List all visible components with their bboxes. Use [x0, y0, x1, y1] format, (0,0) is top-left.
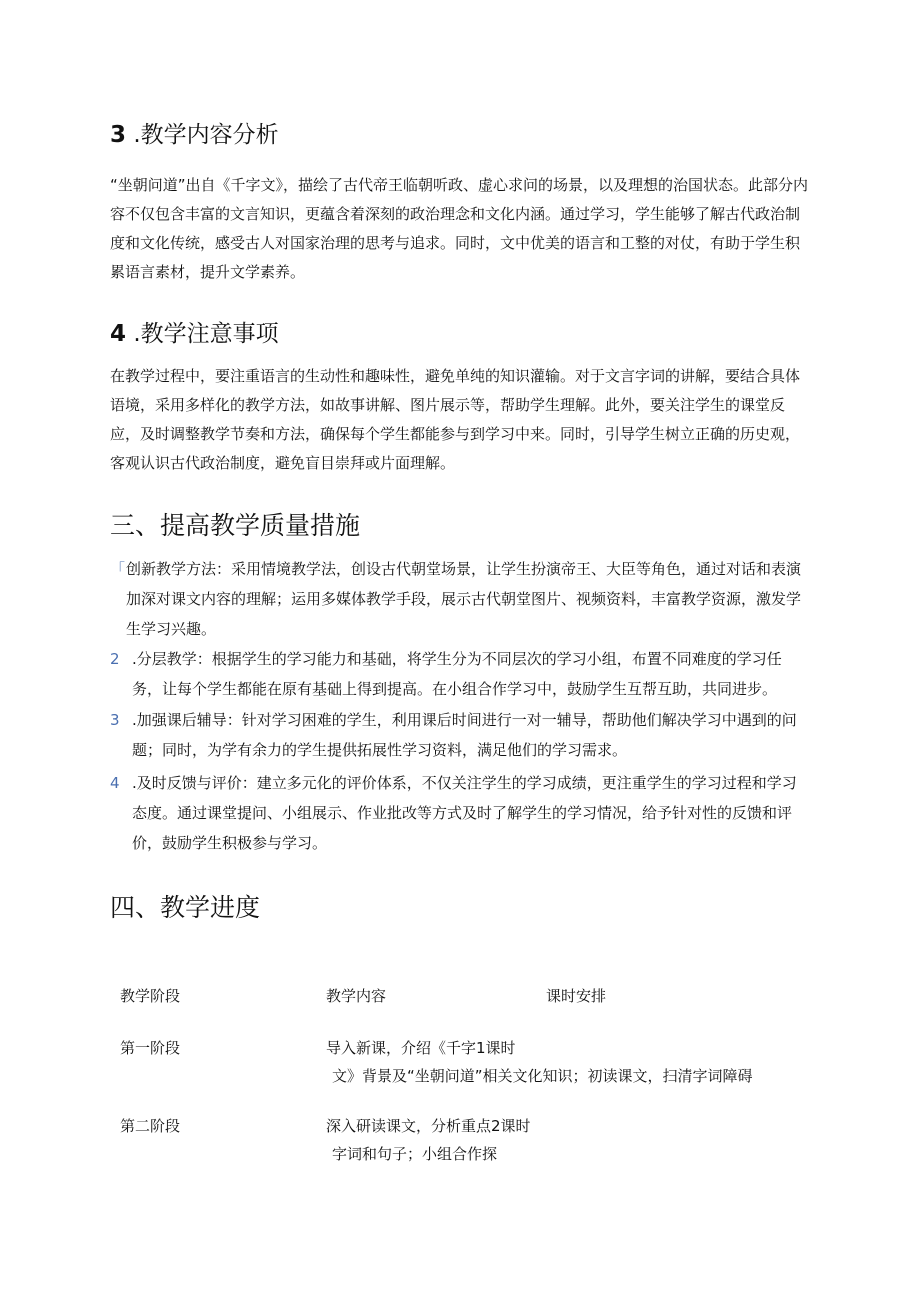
list-item-text: .加强课后辅导：针对学习困难的学生，利用课后时间进行一对一辅导，帮助他们解决学习中遇到的问题；同时，为学有余力的学生提供拓展性学习资料，满足他们的学习需求。	[132, 711, 797, 759]
table-cell-content: 深入研读课文，分析重点	[326, 1117, 492, 1135]
table-header-hours: 课时安排	[546, 987, 607, 1005]
table-cell-hours: 1课时	[476, 1039, 516, 1057]
section-4-paragraph: 在教学过程中，要注重语言的生动性和趣味性，避免单纯的知识灌输。对于文言字词的讲解，要结合具体语境，采用多样化的教学方法，如故事讲解、图片展示等，帮助学生理解。此外，要关注学生的课堂反应，及时调整教学节奏和方法，确保每个学生都能参与到学习中来。同时，引导学生树立正确的历史观，客观认识古代政治制度，避免盲目崇拜或片面理解。	[110, 367, 801, 472]
section-4-title: .教学注意事项	[133, 321, 279, 347]
quality-heading: 三、提高教学质量措施	[110, 511, 361, 540]
list-item	[110, 705, 810, 765]
list-item-number: 2	[110, 650, 120, 668]
table-cell-content-line1	[326, 1034, 516, 1062]
table-header-stage: 教学阶段	[120, 987, 181, 1005]
section-4-heading	[110, 315, 279, 348]
list-item-text: 创新教学方法：采用情境教学法，创设古代朝堂场景，让学生扮演帝王、大臣等角色，通过对话和表演加深对课文内容的理解；运用多媒体教学手段，展示古代朝堂图片、视频资料，丰富教学资源，激发学生学习兴趣。	[126, 560, 802, 638]
table-cell-stage: 第二阶段	[120, 1117, 181, 1135]
section-3-number: 3	[110, 122, 127, 148]
section-3-paragraph: “坐朝问道”出自《千字文》，描绘了古代帝王临朝听政、虚心求问的场景，以及理想的治国状态。此部分内容不仅包含丰富的文言知识，更蕴含着深刻的政治理念和文化内涵。通过学习，学生能够了解古代政治制度和文化传统，感受古人对国家治理的思考与追求。同时，文中优美的语言和工整的对仗，有助于学生积累语言素材，提升文学素养。	[110, 176, 809, 281]
table-cell-hours: 2课时	[491, 1117, 531, 1135]
table-cell-stage: 第一阶段	[120, 1039, 181, 1057]
table-cell-content-line2: 字词和句子；小组合作探	[332, 1145, 498, 1163]
table-header-content: 教学内容	[326, 987, 387, 1005]
table-cell-content: 导入新课，介绍《千字	[326, 1039, 477, 1057]
list-item-number: 3	[110, 711, 120, 729]
list-item-text: .分层教学：根据学生的学习能力和基础，将学生分为不同层次的学习小组，布置不同难度的学习任务，让每个学生都能在原有基础上得到提高。在小组合作学习中，鼓励学生互帮互助，共同进步。	[132, 650, 782, 698]
section-4-number: 4	[110, 321, 127, 347]
list-item-number: 4	[110, 774, 120, 792]
list-item	[110, 768, 810, 858]
list-item	[110, 554, 810, 644]
section-3-title: .教学内容分析	[133, 122, 279, 148]
table-cell-content-line1	[326, 1112, 531, 1140]
progress-heading: 四、教学进度	[110, 893, 261, 922]
list-item	[110, 644, 810, 704]
section-3-heading	[110, 116, 279, 149]
table-cell-content-line2: 文》背景及“坐朝问道”相关文化知识；初读课文，扫清字词障碍	[332, 1067, 753, 1085]
list-item-text: .及时反馈与评价：建立多元化的评价体系，不仅关注学生的学习成绩，更注重学生的学习过程和学习态度。通过课堂提问、小组展示、作业批改等方式及时了解学生的学习情况，给予针对性的反馈和评价，鼓励学生积极参与学习。	[132, 774, 797, 852]
list-item-number: 「	[110, 560, 126, 578]
